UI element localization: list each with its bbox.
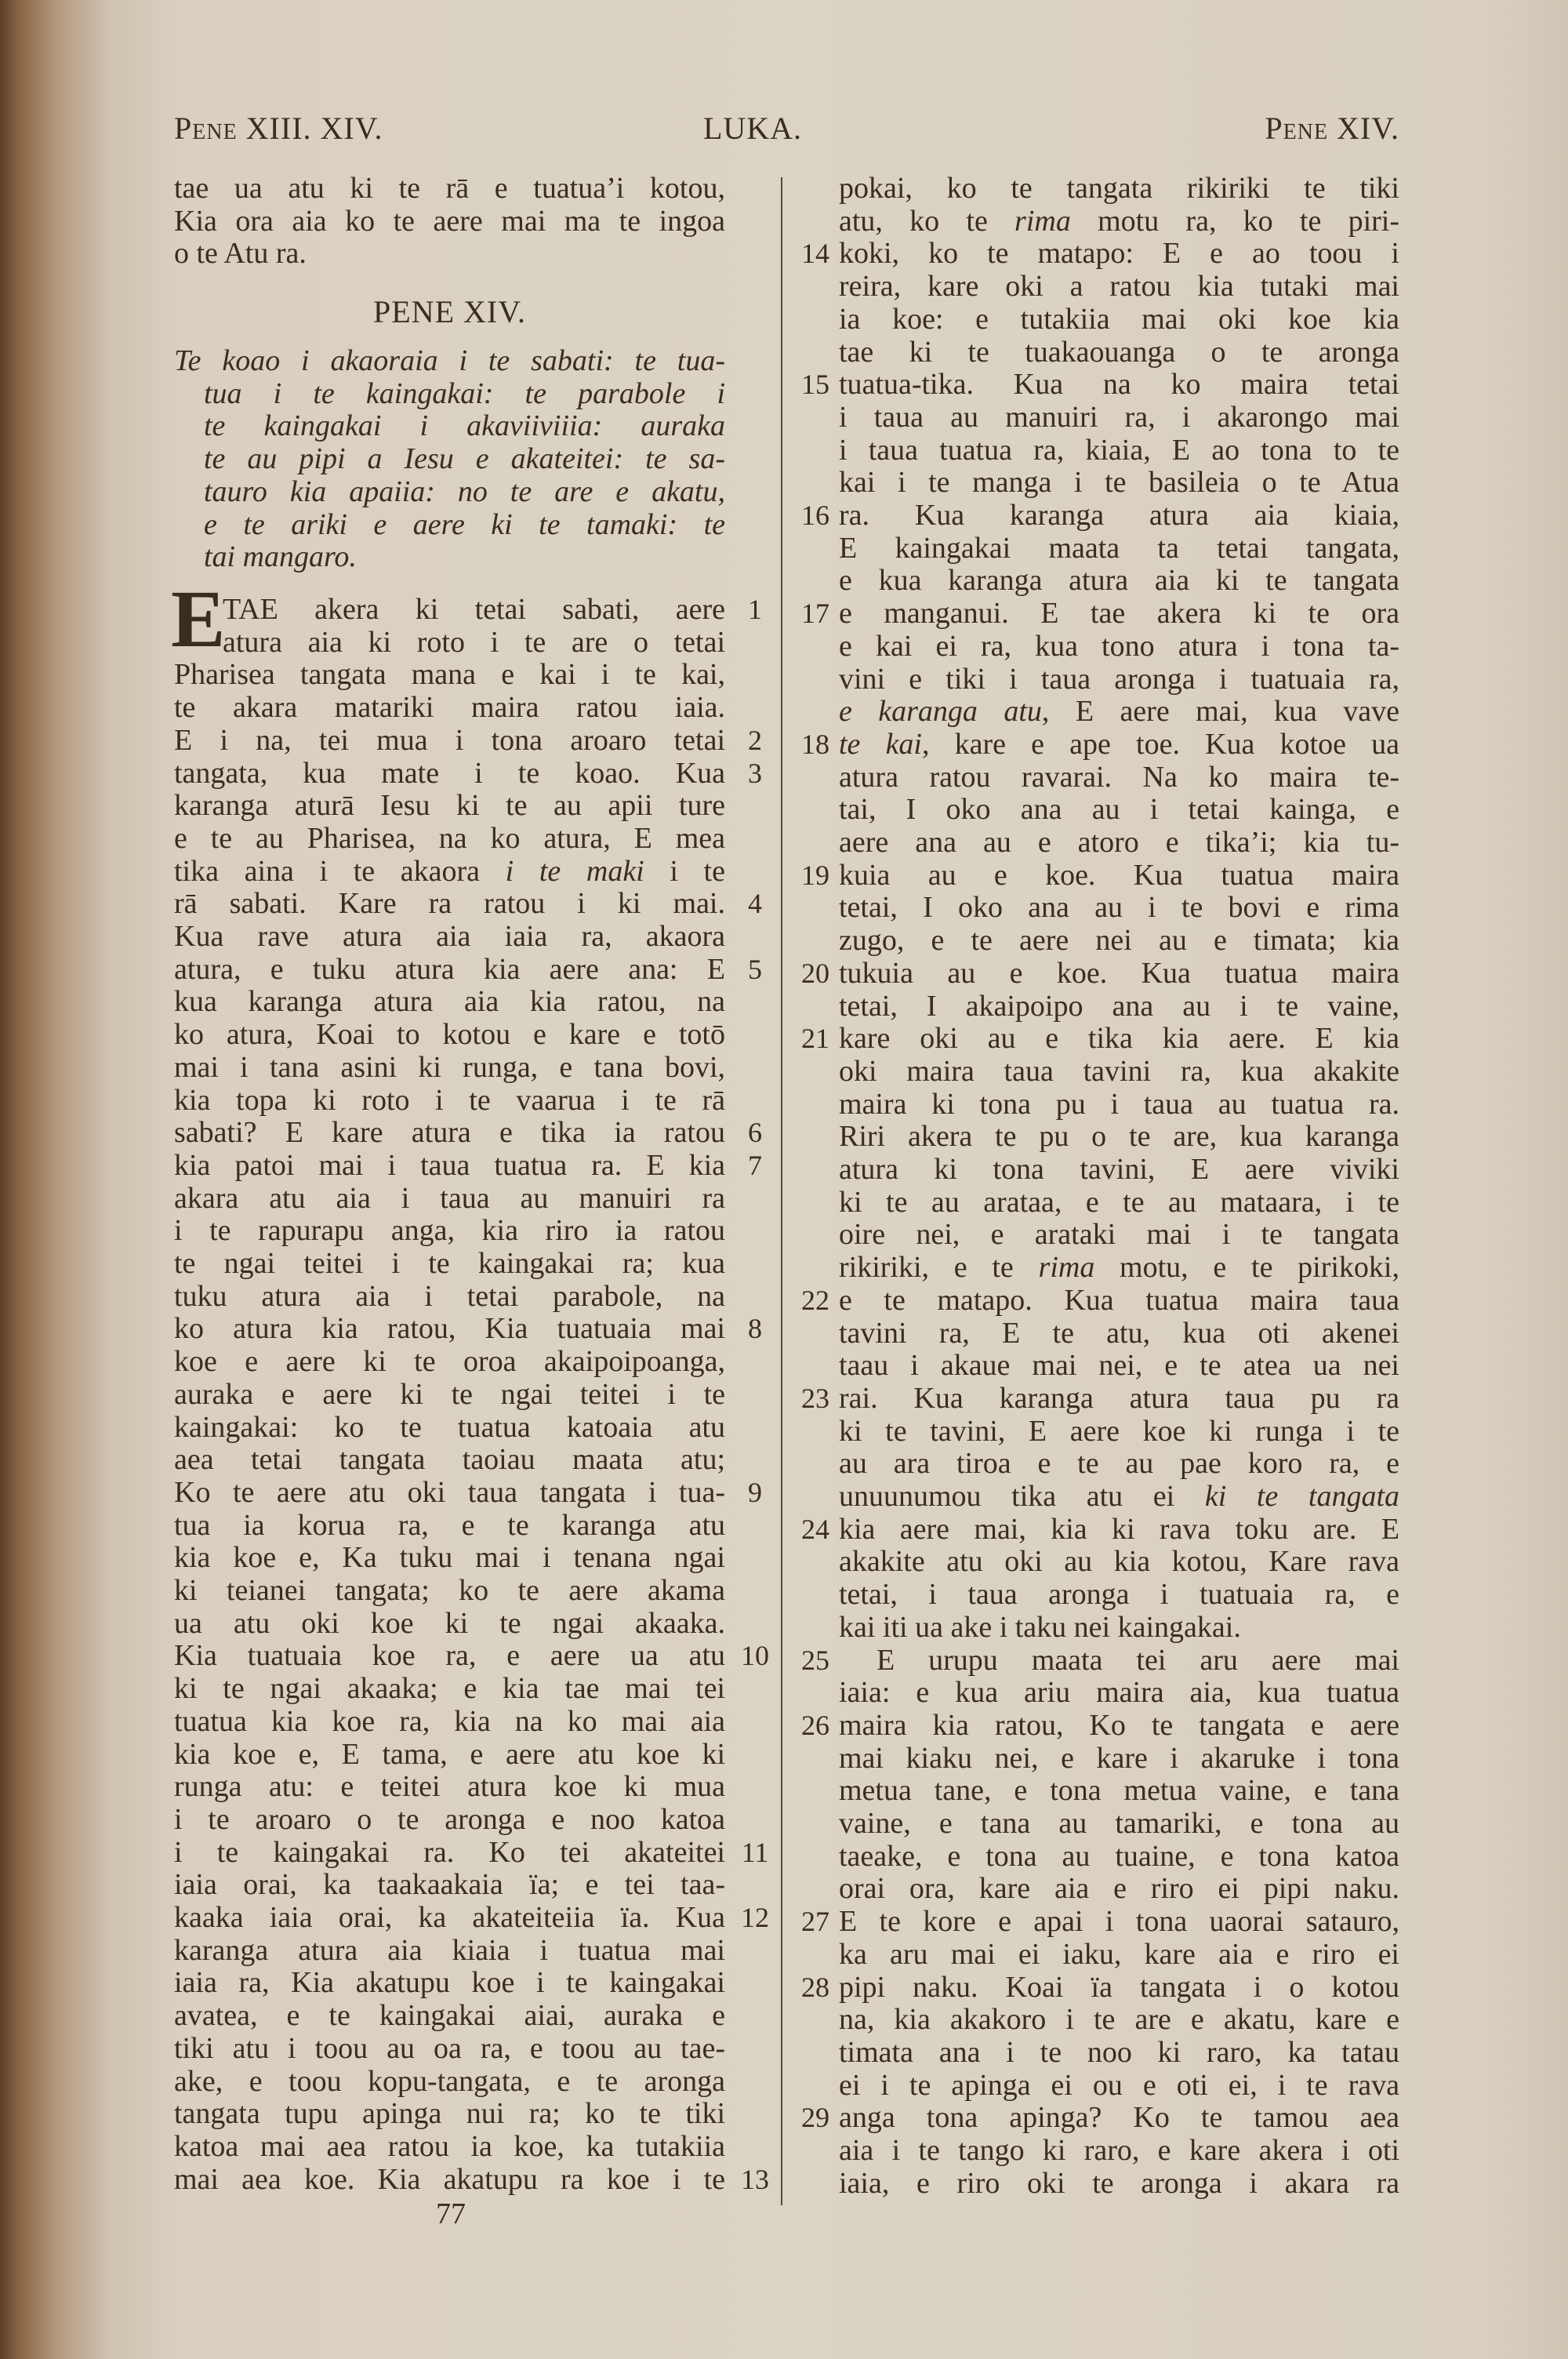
verse-number: 13 xyxy=(741,2163,769,2195)
text-segment: atu, ko te xyxy=(839,204,1015,238)
verse-number: 20 xyxy=(801,957,829,989)
line-text: kare oki au e tika kia aere. E kia xyxy=(839,1022,1399,1056)
line-text: ra. Kua karanga atura aia kiaia, xyxy=(839,499,1399,532)
line-text: koe e aere ki te oroa akaipoipoanga, xyxy=(174,1345,725,1379)
line-text: timata ana i te noo ki raro, ka tatau xyxy=(839,2035,1399,2069)
text-line xyxy=(839,1055,1399,1088)
text-line xyxy=(839,1938,1399,1971)
text-line xyxy=(174,1182,725,1215)
running-header-left: Pene XIII. XIV. xyxy=(174,111,383,146)
line-text: iaia: e kua ariu maira aia, kua tuatua xyxy=(839,1676,1399,1710)
line-text: te akara matariki maira ratou iaia. xyxy=(174,691,725,725)
text-line xyxy=(839,826,1399,859)
text-line xyxy=(839,1709,1399,1742)
text-line xyxy=(839,237,1399,270)
line-text: tai, I oko ana au i tetai kainga, e xyxy=(839,793,1399,827)
line-text: e te matapo. Kua tuatua maira taua xyxy=(839,1283,1399,1317)
line-text: tae ki te tuakaouanga o te aronga xyxy=(839,335,1399,369)
text-segment: tika aina i te akaora xyxy=(174,854,506,888)
italic-text: rima xyxy=(1038,1251,1095,1285)
verse-number: 8 xyxy=(748,1313,762,1345)
text-line xyxy=(839,1218,1399,1251)
text-line xyxy=(839,891,1399,924)
text-line xyxy=(174,1574,725,1607)
text-line xyxy=(174,1966,725,1999)
line-text: rā sabati. Kare ra ratou i ki mai. xyxy=(174,887,725,921)
column-divider xyxy=(781,177,782,2205)
line-text: atura aia ki roto i te are o tetai xyxy=(223,625,725,659)
text-line xyxy=(174,1705,725,1738)
text-line xyxy=(174,1868,725,1901)
text-line xyxy=(174,1116,725,1149)
text-line xyxy=(839,1807,1399,1840)
line-text: iaia ra, Kia akatupu koe i te kaingakai xyxy=(174,1966,725,2000)
line-text: tukuia au e koe. Kua tuatua maira xyxy=(839,956,1399,990)
line-text: kaaka iaia orai, ka akateiteiia ïa. Kua xyxy=(174,1901,725,1934)
line-text: auraka e aere ki te ngai teitei i te xyxy=(174,1377,725,1411)
line-text: ki te tavini, E aere koe ki runga i te xyxy=(839,1414,1399,1448)
line-text: ki teianei tangata; ko te aere akama xyxy=(174,1574,725,1607)
line-text: te kaingakai i akaviiviiia: auraka xyxy=(204,409,725,443)
line-text: katoa mai aea ratou ia koe, ka tutakiia xyxy=(174,2129,725,2163)
line-text: ko atura, Koai to kotou e kare e totō xyxy=(174,1018,725,1052)
line-text: tangata tupu apinga nui ra; ko te tiki xyxy=(174,2097,725,2131)
line-text: metua tane, e tona metua vaine, e tana xyxy=(839,1774,1399,1808)
line-text: tetai, I akaipoipo ana au i te vaine, xyxy=(839,989,1399,1023)
text-line xyxy=(174,1476,725,1509)
line-text: Riri akera te pu o te are, kua karanga xyxy=(839,1120,1399,1154)
text-line xyxy=(839,1447,1399,1480)
line-text: zugo, e te aere nei au e timata; kia xyxy=(839,924,1399,958)
text-segment: unuunumou tika atu ei xyxy=(839,1480,1205,1513)
verse-number: 10 xyxy=(741,1640,769,1672)
line-text: tuatua kia koe ra, kia na ko mai aia xyxy=(174,1704,725,1738)
line-text: ki te au arataa, e te au mataara, i te xyxy=(839,1185,1399,1219)
verse-number: 24 xyxy=(801,1513,829,1545)
text-segment: rikiriki, e te xyxy=(839,1251,1039,1285)
italic-text: i te maki xyxy=(505,854,644,888)
verse-number: 29 xyxy=(801,2102,829,2134)
line-text: i taua au manuiri ra, i akarongo mai xyxy=(839,400,1399,434)
line-text: kaingakai: ko te tuatua katoaia atu xyxy=(174,1410,725,1444)
line-text: ko atura kia ratou, Kia tuatuaia mai xyxy=(174,1312,725,1346)
line-text: oki maira taua tavini ra, kua akakite xyxy=(839,1054,1399,1088)
verse-number: 9 xyxy=(748,1476,762,1508)
line-text: kia koe e, Ka tuku mai i tenana ngai xyxy=(174,1541,725,1575)
text-line xyxy=(839,434,1399,467)
line-text: anga tona apinga? Ko te tamou aea xyxy=(839,2101,1399,2135)
line-text: mai i tana asini ki runga, e tana bovi, xyxy=(174,1050,725,1084)
line-text: atura, e tuku atura kia aere ana: E xyxy=(174,952,725,986)
text-line xyxy=(839,2167,1399,2200)
text-line xyxy=(174,1738,725,1771)
line-text: te ngai teitei i te kaingakai ra; kua xyxy=(174,1247,725,1280)
line-text: taeake, e tona au tuaine, e tona katoa xyxy=(839,1839,1399,1873)
text-segment: motu ra, ko te piri- xyxy=(1070,204,1399,238)
text-line xyxy=(174,1934,725,1967)
line-text: atura ki tona tavini, E aere viviki xyxy=(839,1153,1399,1186)
line-text: Kua rave atura aia iaia ra, akaora xyxy=(174,920,725,953)
verse-number: 2 xyxy=(748,724,762,756)
text-line xyxy=(839,597,1399,630)
text-line xyxy=(174,1443,725,1476)
line-text: tauro kia apaiia: no te are e akatu, xyxy=(204,474,725,508)
text-line xyxy=(174,1770,725,1803)
line-text: reira, kare oki a ratou kia tutaki mai xyxy=(839,270,1399,304)
line-text: kia koe e, E tama, e aere atu koe ki xyxy=(174,1737,725,1771)
chapter-summary-line xyxy=(204,442,725,475)
text-line xyxy=(839,1611,1399,1644)
verse-number: 27 xyxy=(801,1906,829,1938)
text-line xyxy=(839,859,1399,892)
chapter-summary-line xyxy=(204,475,725,508)
text-line xyxy=(839,695,1399,728)
text-line xyxy=(174,1378,725,1411)
text-line xyxy=(839,1022,1399,1055)
text-line xyxy=(839,1774,1399,1807)
line-text: Ko te aere atu oki taua tangata i tua- xyxy=(174,1475,725,1509)
line-text: kia topa ki roto i te vaarua i te rā xyxy=(174,1083,725,1117)
line-text: sabati? E kare atura e tika ia ratou xyxy=(174,1116,725,1150)
text-line xyxy=(174,822,725,855)
chapter-summary-line xyxy=(204,409,725,442)
text-line xyxy=(174,1214,725,1247)
line-text: Kia ora aia ko te aere mai ma te ingoa xyxy=(174,204,725,238)
verse-number: 7 xyxy=(748,1149,762,1181)
text-line xyxy=(174,724,725,757)
text-line xyxy=(174,237,725,270)
line-text: o te Atu ra. xyxy=(174,237,307,271)
italic-text: ki te tangata xyxy=(1204,1480,1400,1513)
text-line xyxy=(174,1803,725,1836)
line-text: e kai ei ra, kua tono atura i tona ta- xyxy=(839,629,1399,663)
chapter-summary-line xyxy=(174,344,725,377)
verse-number: 16 xyxy=(801,500,829,531)
text-line xyxy=(174,1901,725,1934)
text-line xyxy=(839,2134,1399,2167)
line-text: E kaingakai maata ta tetai tangata, xyxy=(839,531,1399,565)
line-text: mai aea koe. Kia akatupu ra koe i te xyxy=(174,2162,725,2196)
text-segment: , E aere mai, kua vave xyxy=(1041,695,1400,729)
text-line xyxy=(839,1742,1399,1775)
line-text: pokai, ko te tangata rikiriki te tiki xyxy=(839,172,1399,205)
line-text: tiki atu i toou au oa ra, e toou au tae- xyxy=(174,2031,725,2065)
verse-number: 19 xyxy=(801,859,829,891)
line-text: te au pipi a Iesu e akateitei: te sa- xyxy=(204,442,725,476)
line-text: rai. Kua karanga atura taua pu ra xyxy=(839,1381,1399,1415)
text-line xyxy=(174,2130,725,2163)
line-text: akakite atu oki au kia kotou, Kare rava xyxy=(839,1545,1399,1579)
text-line xyxy=(174,658,725,691)
verse-number: 1 xyxy=(748,594,762,625)
text-line xyxy=(174,855,725,888)
verse-number: 18 xyxy=(801,728,829,760)
line-text: oire nei, e arataki mai i te tangata xyxy=(839,1218,1399,1252)
italic-text: rima xyxy=(1014,204,1071,238)
text-line xyxy=(839,728,1399,761)
line-text: kai iti ua ake i taku nei kaingakai. xyxy=(839,1610,1241,1644)
line-text: ua atu oki koe ki te ngai akaaka. xyxy=(174,1606,725,1640)
line-text: taau i akaue mai nei, e te atea ua nei xyxy=(839,1349,1399,1383)
text-line xyxy=(174,789,725,822)
text-line xyxy=(839,924,1399,957)
text-line xyxy=(839,1578,1399,1611)
line-text: Te koao i akaoraia i te sabati: te tua- xyxy=(174,344,725,377)
italic-text: e karanga atu xyxy=(839,695,1042,729)
line-text: tangata, kua mate i te koao. Kua xyxy=(174,756,725,790)
text-line xyxy=(174,1149,725,1182)
text-line xyxy=(174,205,725,238)
text-line xyxy=(174,691,725,724)
line-text: e te au Pharisea, na ko atura, E mea xyxy=(174,821,725,855)
line-text: tae ua atu ki te rā e tuatua’i kotou, xyxy=(174,172,725,205)
line-text: Pharisea tangata mana e kai i te kai, xyxy=(174,658,725,692)
line-text: mai kiaku nei, e kare i akaruke i tona xyxy=(839,1741,1399,1775)
text-line xyxy=(839,2101,1399,2134)
text-line xyxy=(174,953,725,986)
line-text: e te ariki e aere ki te tamaki: te xyxy=(204,507,725,541)
line-text: karanga atura aia kiaia i tuatua mai xyxy=(174,1933,725,1967)
line-text: e manganui. E tae akera ki te ora xyxy=(839,597,1399,631)
text-line xyxy=(839,368,1399,401)
verse-number: 25 xyxy=(801,1644,829,1676)
text-line xyxy=(839,564,1399,597)
line-text: i te aroaro o te aronga e noo katoa xyxy=(174,1802,725,1836)
chapter-heading: PENE XIV. xyxy=(373,294,526,329)
text-line xyxy=(839,1186,1399,1219)
text-line xyxy=(174,1051,725,1084)
text-line xyxy=(839,336,1399,369)
line-text: pipi naku. Koai ïa tangata i o kotou xyxy=(839,1970,1399,2004)
verse-number: 23 xyxy=(801,1382,829,1414)
text-line xyxy=(839,1349,1399,1382)
line-text: kua karanga atura aia kia ratou, na xyxy=(174,985,725,1019)
text-line xyxy=(839,532,1399,565)
text-line xyxy=(839,1382,1399,1415)
text-line xyxy=(174,2097,725,2130)
line-text: ia koe: e tutakiia mai oki koe kia xyxy=(839,302,1399,336)
text-line xyxy=(174,1672,725,1705)
line-text: i te rapurapu anga, kia riro ia ratou xyxy=(174,1214,725,1248)
line-text: e kua karanga atura aia ki te tangata xyxy=(839,564,1399,598)
text-line xyxy=(174,1084,725,1117)
text-line xyxy=(839,2036,1399,2069)
line-text: kuia au e koe. Kua tuatua maira xyxy=(839,858,1399,892)
text-line xyxy=(839,1153,1399,1186)
text-line xyxy=(174,172,725,205)
text-line xyxy=(839,1415,1399,1448)
text-line xyxy=(839,270,1399,303)
text-line xyxy=(174,2032,725,2065)
chapter-summary-line xyxy=(204,377,725,410)
chapter-summary-line xyxy=(204,508,725,541)
line-text: akara atu aia i taua au manuiri ra xyxy=(174,1181,725,1215)
text-line xyxy=(174,757,725,790)
verse-number: 21 xyxy=(801,1023,829,1055)
line-text: atura ratou ravarai. Na ko maira te- xyxy=(839,760,1399,794)
text-line xyxy=(839,761,1399,794)
text-line xyxy=(223,593,725,626)
verse-number: 4 xyxy=(748,888,762,920)
text-segment: , kare e ape toe. Kua kotoe ua xyxy=(922,727,1399,761)
text-line xyxy=(839,1088,1399,1121)
verse-number: 11 xyxy=(741,1836,769,1868)
text-line xyxy=(839,1120,1399,1153)
line-text: kia aere mai, kia ki rava toku are. E xyxy=(839,1512,1399,1546)
text-line xyxy=(839,1905,1399,1938)
line-text: orai ora, kare aia e riro ei pipi naku. xyxy=(839,1872,1399,1906)
line-text: aere ana au e atoro e tika’i; kia tu- xyxy=(839,826,1399,859)
chapter-summary-line xyxy=(204,540,725,573)
text-line xyxy=(174,887,725,920)
verse-number: 15 xyxy=(801,369,829,401)
verse-number: 12 xyxy=(741,1902,769,1933)
line-text: i te kaingakai ra. Ko tei akateitei xyxy=(174,1835,725,1869)
text-line xyxy=(839,499,1399,532)
line-text: au ara tiroa e te au pae koro ra, e xyxy=(839,1447,1399,1481)
line-text: i taua tuatua ra, kiaia, E ao tona to te xyxy=(839,433,1399,467)
line-text: E i na, tei mua i tona aroaro tetai xyxy=(174,723,725,757)
text-line xyxy=(839,1513,1399,1546)
line-text: maira ki tona pu i taua au tuatua ra. xyxy=(839,1087,1399,1121)
text-line xyxy=(839,1480,1399,1513)
line-text: koki, ko te matapo: E e ao toou i xyxy=(839,237,1399,271)
line-text: tuku atura aia i tetai parabole, na xyxy=(174,1279,725,1313)
text-line xyxy=(174,1280,725,1313)
line-text: kia patoi mai i taua tuatua ra. E kia xyxy=(174,1148,725,1182)
text-line xyxy=(839,1284,1399,1317)
text-line xyxy=(839,2069,1399,2102)
text-segment: motu, e te pirikoki, xyxy=(1094,1251,1399,1285)
text-line xyxy=(839,172,1399,205)
line-text: tavini ra, E te atu, kua oti akenei xyxy=(839,1316,1399,1350)
line-text: tua ia korua ra, e te karanga atu xyxy=(174,1508,725,1542)
line-text: tai mangaro. xyxy=(204,540,357,574)
text-line xyxy=(174,1541,725,1574)
line-text: tetai, I oko ana au i te bovi e rima xyxy=(839,891,1399,925)
text-line xyxy=(839,630,1399,663)
text-line xyxy=(839,957,1399,990)
line-text: vaine, e tana au tamariki, e tona au xyxy=(839,1807,1399,1840)
line-text: ka aru mai ei iaku, kare aia e riro ei xyxy=(839,1937,1399,1971)
running-header-book-title: LUKA. xyxy=(702,111,803,146)
text-line xyxy=(877,1644,1399,1677)
text-segment: i te xyxy=(644,854,725,888)
text-line xyxy=(839,401,1399,434)
text-line xyxy=(174,1639,725,1672)
text-line xyxy=(839,1251,1399,1284)
page-number: 77 xyxy=(436,2197,466,2230)
line-text: ki te ngai akaaka; e kia tae mai tei xyxy=(174,1672,725,1706)
line-text: tetai, i taua aronga i tuatuaia ra, e xyxy=(839,1578,1399,1612)
line-text: avatea, e te kaingakai aiai, auraka e xyxy=(174,1999,725,2033)
line-text: iaia, e riro oki te aronga i akara ra xyxy=(839,2166,1399,2200)
text-line xyxy=(174,1607,725,1640)
verse-number: 26 xyxy=(801,1709,829,1741)
text-line xyxy=(839,1872,1399,1905)
verse-number: 6 xyxy=(748,1117,762,1149)
line-text: maira kia ratou, Ko te tangata e aere xyxy=(839,1708,1399,1742)
text-line xyxy=(839,793,1399,826)
text-line xyxy=(174,1836,725,1869)
text-line xyxy=(839,303,1399,336)
text-line xyxy=(174,2163,725,2196)
line-text: vini e tiki i taua aronga i tuatuaia ra, xyxy=(839,662,1399,696)
line-text: Kia tuatuaia koe ra, e aere ua atu xyxy=(174,1639,725,1673)
line-text: aia i te tango ki raro, e kare akera i oti xyxy=(839,2134,1399,2167)
text-line xyxy=(174,920,725,953)
text-line xyxy=(839,1317,1399,1350)
verse-number: 17 xyxy=(801,598,829,630)
text-line xyxy=(223,626,725,659)
line-text: aea tetai tangata taoiau maata atu; xyxy=(174,1443,725,1477)
line-text: tua i te kaingakai: te parabole i xyxy=(204,376,725,410)
verse-number: 22 xyxy=(801,1284,829,1316)
italic-text: te kai xyxy=(839,727,922,761)
line-text: ake, e toou kopu-tangata, e te aronga xyxy=(174,2064,725,2098)
text-line xyxy=(174,1411,725,1444)
text-line xyxy=(839,1971,1399,2004)
text-line xyxy=(174,1509,725,1542)
running-header-right: Pene XIV. xyxy=(1265,111,1399,146)
line-text: E te kore e apai i tona uaorai satauro, xyxy=(839,1905,1399,1939)
line-text: iaia orai, ka taakaakaia ïa; e tei taa- xyxy=(174,1868,725,1902)
line-text: kai i te manga i te basileia o te Atua xyxy=(839,466,1399,500)
text-line xyxy=(174,1018,725,1051)
line-text: tuatua-tika. Kua na ko maira tetai xyxy=(839,368,1399,402)
text-line xyxy=(174,1247,725,1280)
text-line xyxy=(174,1345,725,1378)
text-line xyxy=(174,985,725,1018)
line-text: na, kia akakoro i te are e akatu, kare e xyxy=(839,2003,1399,2037)
line-text: ei i te apinga ei ou e oti ei, i te rava xyxy=(839,2068,1399,2102)
text-line xyxy=(839,663,1399,696)
text-line xyxy=(839,1676,1399,1709)
verse-number: 5 xyxy=(748,953,762,985)
drop-cap: E xyxy=(171,574,226,664)
text-line xyxy=(174,1312,725,1345)
line-text: karanga aturā Iesu ki te au apii ture xyxy=(174,789,725,823)
text-line xyxy=(839,466,1399,499)
verse-number: 14 xyxy=(801,238,829,270)
text-line xyxy=(839,1545,1399,1578)
text-line xyxy=(839,1840,1399,1873)
text-line xyxy=(839,205,1399,238)
line-text: runga atu: e teitei atura koe ki mua xyxy=(174,1770,725,1804)
text-line xyxy=(839,2003,1399,2036)
line-text: E urupu maata tei aru aere mai xyxy=(877,1643,1399,1677)
text-line xyxy=(174,1999,725,2032)
text-line xyxy=(839,990,1399,1023)
verse-number: 28 xyxy=(801,1971,829,2003)
line-text: TAE akera ki tetai sabati, aere xyxy=(223,593,725,626)
verse-number: 3 xyxy=(748,757,762,789)
text-line xyxy=(174,2065,725,2098)
